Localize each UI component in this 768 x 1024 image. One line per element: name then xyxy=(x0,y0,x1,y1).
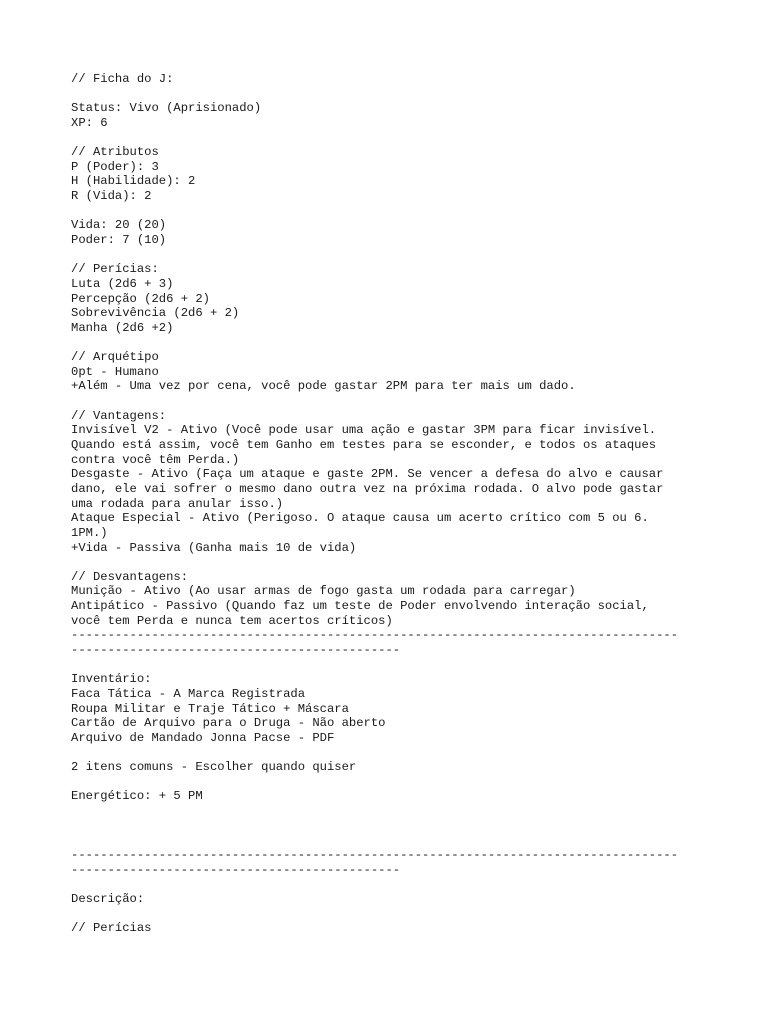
pericia-line: Manha (2d6 +2) xyxy=(71,320,174,335)
common-items-line: 2 itens comuns - Escolher quando quiser xyxy=(71,760,357,775)
xp-line: XP: 6 xyxy=(71,115,108,130)
vantagem-line: contra você têm Perda.) xyxy=(71,452,240,467)
sheet-title: // Ficha do J: xyxy=(71,72,174,86)
pericia-line: Luta (2d6 + 3) xyxy=(71,276,174,291)
divider-line: --------------------------------------------- xyxy=(71,862,401,877)
divider-line: ----------------------------------------------------------------------------------- xyxy=(71,628,679,643)
spacer xyxy=(71,555,701,570)
spacer xyxy=(71,877,701,892)
atributo-line: P (Poder): 3 xyxy=(71,159,159,174)
divider-line: ----------------------------------------------------------------------------------- xyxy=(71,847,679,862)
pericia-line: Percepção (2d6 + 2) xyxy=(71,291,210,306)
status-line: Status: Vivo (Aprisionado) xyxy=(71,101,262,116)
desvantagem-line: Antipático - Passivo (Quando faz um teste de Poder envolvendo interação social, xyxy=(71,599,649,614)
arquetipo-line: +Além - Uma vez por cena, você pode gastar 2PM para ter mais um dado. xyxy=(71,379,576,394)
pericia-line: Sobrevivência (2d6 + 2) xyxy=(71,306,240,321)
spacer xyxy=(71,336,701,351)
divider-line: --------------------------------------------- xyxy=(71,642,401,657)
spacer xyxy=(71,907,701,922)
desvantagem-line: você tem Perda e nunca tem acertos críticos) xyxy=(71,613,393,628)
atributo-line: H (Habilidade): 2 xyxy=(71,174,196,189)
vantagem-line: Quando está assim, você tem Ganho em testes para se esconder, e todos os ataques xyxy=(71,438,657,453)
spacer xyxy=(71,775,701,790)
inventario-item: Roupa Militar e Traje Tático + Máscara xyxy=(71,701,349,716)
poder-line: Poder: 7 (10) xyxy=(71,233,167,248)
spacer xyxy=(71,204,701,219)
spacer xyxy=(71,87,701,102)
inventario-heading: Inventário: xyxy=(71,672,152,687)
spacer xyxy=(71,833,701,848)
vida-line: Vida: 20 (20) xyxy=(71,218,167,233)
vantagem-line: Ataque Especial - Ativo (Perigoso. O ataque causa um acerto crítico com 5 ou 6. xyxy=(71,511,649,526)
descricao-heading: Descrição: xyxy=(71,891,145,906)
spacer xyxy=(71,658,701,673)
energetico-line: Energético: + 5 PM xyxy=(71,789,203,804)
vantagem-line: dano, ele vai sofrer o mesmo dano outra vez na próxima rodada. O alvo pode gastar xyxy=(71,481,664,496)
desvantagem-line: Munição - Ativo (Ao usar armas de fogo gasta um rodada para carregar) xyxy=(71,584,576,599)
pericias-heading: // Perícias: xyxy=(71,262,159,277)
vantagem-line: Desgaste - Ativo (Faça um ataque e gaste 2PM. Se vencer a defesa do alvo e causar xyxy=(71,467,664,482)
vantagem-line: uma rodada para anular isso.) xyxy=(71,496,284,511)
atributo-line: R (Vida): 2 xyxy=(71,189,152,204)
vantagem-line: Invisível V2 - Ativo (Você pode usar uma ação e gastar 3PM para ficar invisível. xyxy=(71,423,657,438)
inventario-item: Arquivo de Mandado Jonna Pacse - PDF xyxy=(71,730,335,745)
spacer xyxy=(71,804,701,819)
descricao-pericias-heading: // Perícias xyxy=(71,921,152,936)
inventario-item: Cartão de Arquivo para o Druga - Não aberto xyxy=(71,716,386,731)
spacer xyxy=(71,819,701,834)
spacer xyxy=(71,131,701,146)
spacer xyxy=(71,394,701,409)
inventario-item: Faca Tática - A Marca Registrada xyxy=(71,686,306,701)
atributos-heading: // Atributos xyxy=(71,145,159,160)
spacer xyxy=(71,745,701,760)
vantagem-line: +Vida - Passiva (Ganha mais 10 de vida) xyxy=(71,540,357,555)
desvantagens-heading: // Desvantagens: xyxy=(71,569,189,584)
arquetipo-heading: // Arquétipo xyxy=(71,350,159,365)
vantagens-heading: // Vantagens: xyxy=(71,408,167,423)
spacer xyxy=(71,248,701,263)
arquetipo-line: 0pt - Humano xyxy=(71,364,159,379)
character-sheet-document xyxy=(71,72,701,936)
vantagem-line: 1PM.) xyxy=(71,525,108,540)
